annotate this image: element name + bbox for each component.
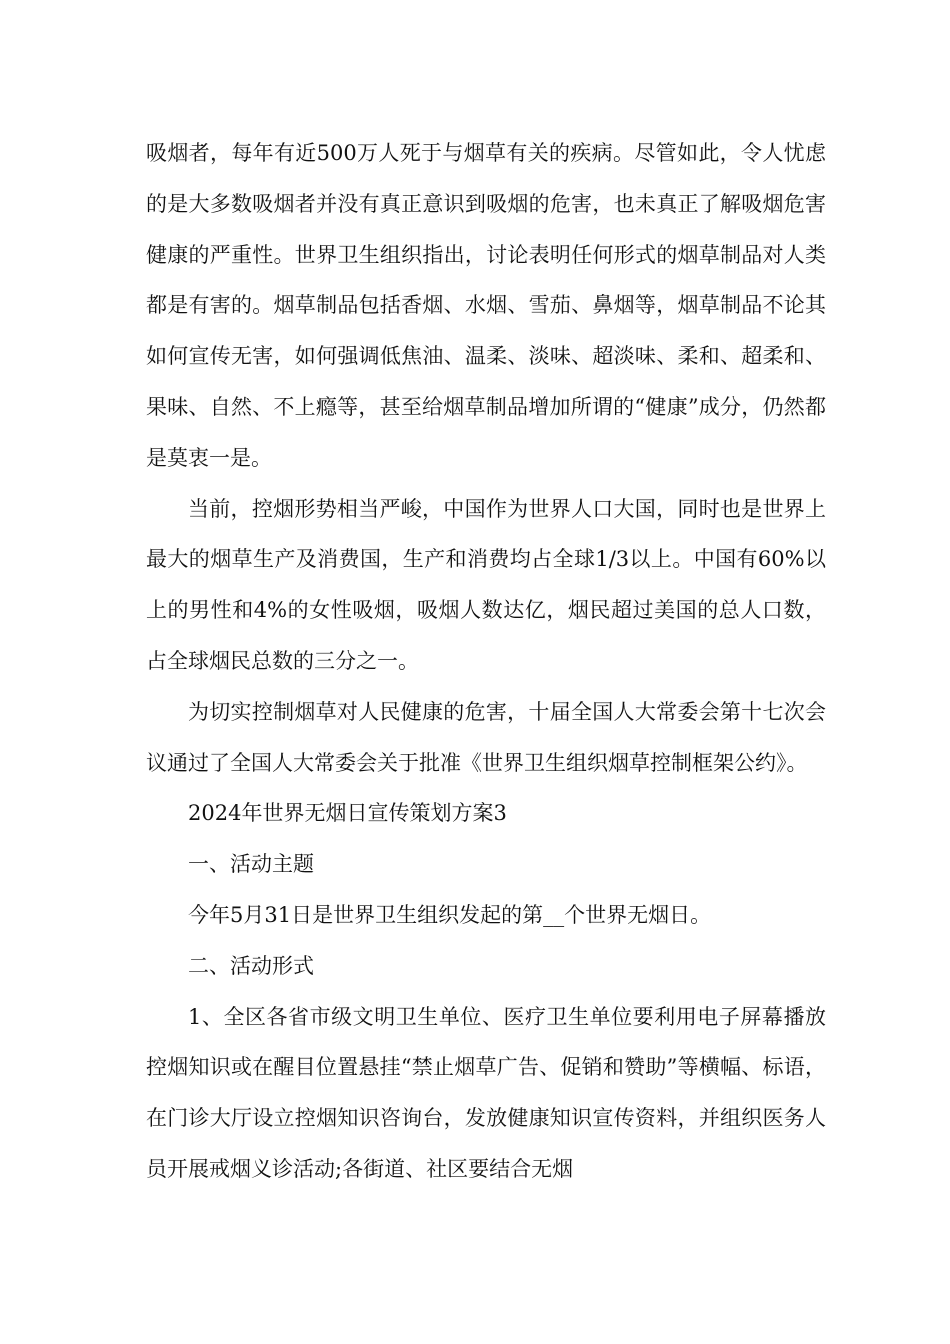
body-paragraph: 1、全区各省市级文明卫生单位、医疗卫生单位要利用电子屏幕播放控烟知识或在醒目位置悬挂“禁止烟草广告、促销和赞助”等横幅、标语，在门诊大厅设立控烟知识咨询台，发放健康知识宣传资料，并组织医务人员开展戒烟义诊活动;各街道、社区要结合无烟 — [146, 1004, 826, 1181]
section-heading: 二、活动形式 — [188, 953, 314, 978]
body-paragraph: 为切实控制烟草对人民健康的危害，十届全国人大常委会第十七次会议通过了全国人大常委会关于批准《世界卫生组织烟草控制框架公约》。 — [146, 699, 826, 775]
section-heading: 一、活动主题 — [188, 852, 314, 877]
body-paragraph: 今年5月31日是世界卫生组织发起的第__个世界无烟日。 — [188, 902, 712, 927]
section-title: 2024年世界无烟日宣传策划方案3 — [188, 801, 507, 826]
body-paragraph: 当前，控烟形势相当严峻，中国作为世界人口大国，同时也是世界上最大的烟草生产及消费国，生产和消费均占全球1/3以上。中国有60%以上的男性和4%的女性吸烟，吸烟人数达亿，烟民超过美国的总人口数，占全球烟民总数的三分之一。 — [146, 496, 826, 673]
body-paragraph: 吸烟者，每年有近500万人死于与烟草有关的疾病。尽管如此，令人忧虑的是大多数吸烟者并没有真正意识到吸烟的危害，也未真正了解吸烟危害健康的严重性。世界卫生组织指出，讨论表明任何形式的烟草制品对人类都是有害的。烟草制品包括香烟、水烟、雪茄、鼻烟等，烟草制品不论其如何宣传无害，如何强调低焦油、温柔、淡味、超淡味、柔和、超柔和、果味、自然、不上瘾等，甚至给烟草制品增加所谓的“健康”成分，仍然都是莫衷一是。 — [146, 141, 826, 470]
document-body — [146, 128, 826, 1195]
